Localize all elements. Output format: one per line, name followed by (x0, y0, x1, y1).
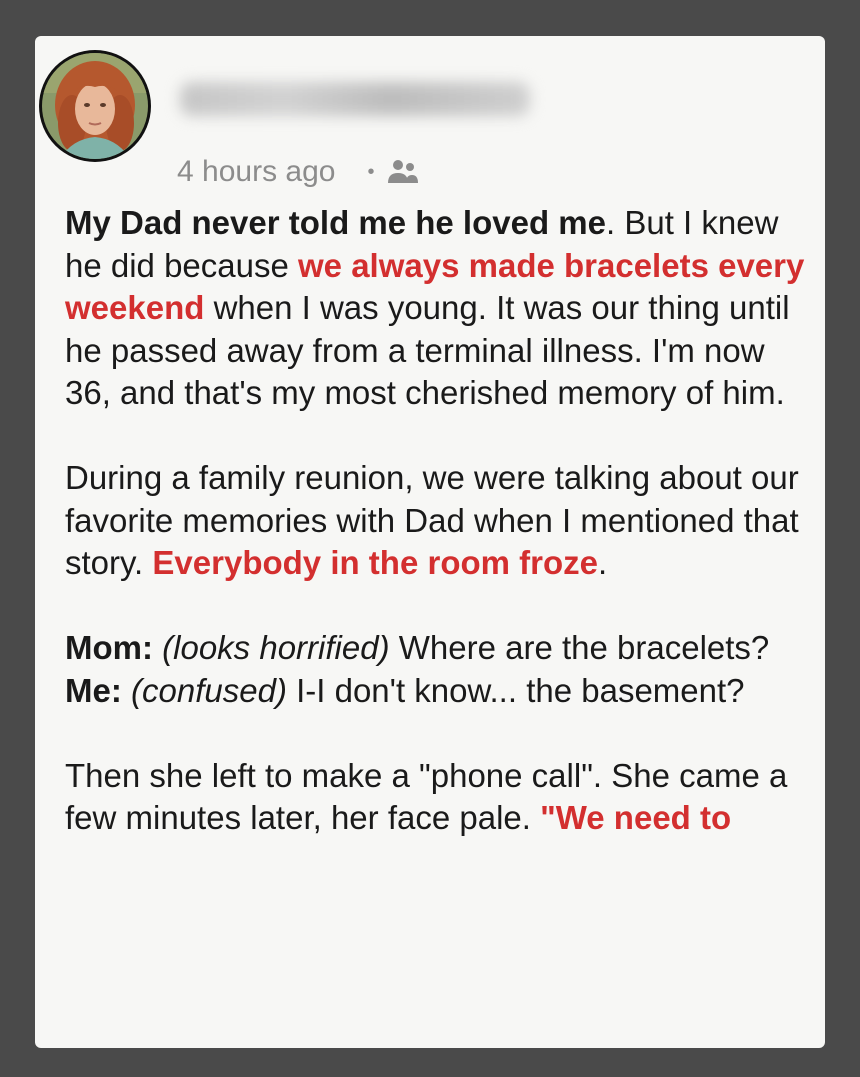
action-mom: (looks horrified) (162, 629, 390, 666)
paragraph-2 (65, 457, 805, 585)
line-me: I-I don't know... the basement? (296, 671, 745, 709)
paragraph-3-text: Then she left to make a "phone call". She came a few minutes later, her face pale. (65, 756, 788, 836)
speaker-me: Me: (65, 671, 122, 709)
post-timestamp[interactable]: 4 hours ago (177, 155, 336, 188)
author-avatar[interactable] (39, 50, 151, 162)
line-mom: Where are the bracelets? (398, 629, 770, 666)
action-me: (confused) (131, 671, 287, 709)
highlight-bracelets: we always made bracelets every weekend (65, 246, 805, 326)
bold-lead: My Dad never told me he loved me (65, 204, 606, 241)
paragraph-2-end: . (598, 544, 608, 581)
highlight-need-to: "We need to (540, 799, 732, 836)
post-meta (177, 152, 420, 192)
post-body (65, 202, 805, 882)
author-username-blurred[interactable] (180, 82, 530, 116)
profile-photo-woman-icon (42, 53, 148, 159)
friends-group-icon (386, 157, 420, 187)
speaker-mom: Mom: (65, 629, 153, 666)
paragraph-1-text-b: when I was young. It was our thing until he passed away from a terminal illness. I'm now 36, and that's my most cherished memory of him. (65, 289, 790, 411)
lead-end-punct: . (606, 204, 616, 241)
meta-separator: • (367, 160, 375, 183)
dialogue (65, 627, 805, 712)
paragraph-1 (65, 202, 805, 415)
paragraph-1-text-a: But I knew he did because (65, 204, 779, 284)
paragraph-3 (65, 755, 805, 840)
post-card (35, 36, 825, 1048)
paragraph-2-text: During a family reunion, we were talking about our favorite memories with Dad when I mentioned that story. (65, 459, 799, 581)
highlight-froze: Everybody in the room froze (152, 544, 598, 581)
